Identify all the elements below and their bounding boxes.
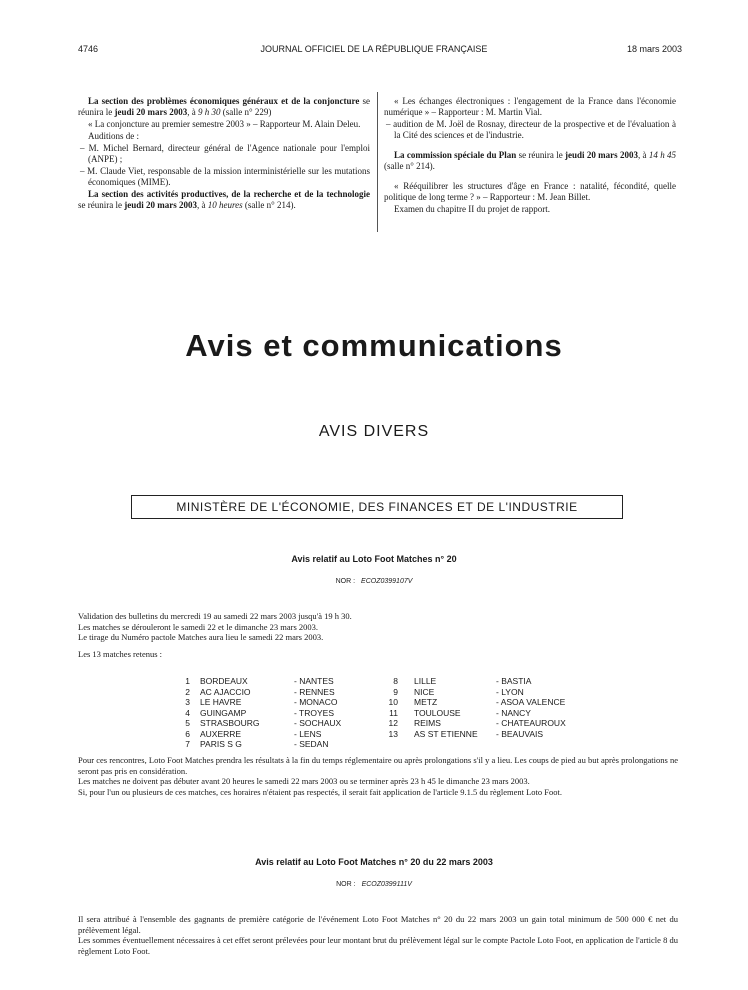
notice-2-body [78,914,678,956]
notice-1-notes [78,755,678,797]
left-paragraph-2: « La conjoncture au premier semestre 2003 » – Rapporteur M. Alain Deleu. [88,119,361,129]
intro-line: Les 13 matches retenus : [78,648,163,659]
left-paragraph-5: – M. Claude Viet, responsable de la mission interministérielle sur les mutations économiques (MIME). [80,166,370,187]
body-paragraph: Les sommes éventuellement nécessaires à cet effet seront prélevées pour leur montant brut du prélèvement légal sur le compte Pactole Loto Foot, en application de l'article 8 du règlement Loto Foot. [78,935,678,956]
intro-line: Les matches se dérouleront le samedi 22 et le dimanche 23 mars 2003. [78,621,319,632]
journal-title: JOURNAL OFFICIEL DE LA RÉPUBLIQUE FRANÇAISE [260,44,488,54]
intro-line: Le tirage du Numéro pactole Matches aura lieu le samedi 22 mars 2003. [78,632,324,642]
intro-line: Validation des bulletins du mercredi 19 au samedi 22 mars 2003 jusqu'à 19 h 30. [78,611,352,621]
notice-2-title: Avis relatif au Loto Foot Matches n° 20 du 22 mars 2003 [255,857,493,867]
ministry-banner [131,495,623,519]
left-paragraph-6: La section des activités productives, de la recherche et de la technologie se réunira le jeudi 20 mars 2003, à 10 heures (salle n° 214). [78,189,370,210]
ministry-name: MINISTÈRE DE L'ÉCONOMIE, DES FINANCES ET DE L'INDUSTRIE [176,500,578,514]
notes-paragraph: Pour ces rencontres, Loto Foot Matches prendra les résultats à la fin du temps réglementaire ou après prolongations s'il y a lieu. Les coups de pied au but après prolongations ne seront pas pris en considération. [78,755,678,776]
right-paragraph-4: « Rééquilibrer les structures d'âge en France : natalité, fécondité, quelle politique de long terme ? » – Rapporteur : M. Jean Billet. [384,181,676,202]
page-number: 4746 [78,44,99,54]
left-column [78,96,370,212]
notice-1-intro [78,611,678,659]
body-paragraph: Il sera attribué à l'ensemble des gagnants de première catégorie de l'événement Loto Foot Matches n° 20 du 22 mars 2003 un gain total minimum de 500 000 € net du prélèvement légal. [78,914,678,935]
right-paragraph-3: La commission spéciale du Plan se réunira le jeudi 20 mars 2003, à 14 h 45 (salle n° 214). [384,150,677,171]
left-paragraph-4: – M. Michel Bernard, directeur général de l'Agence nationale pour l'emploi (ANPE) ; [80,143,370,164]
notes-paragraph: Les matches ne doivent pas débuter avant 20 heures le samedi 22 mars 2003 ou se terminer après 23 h 45 le dimanche 23 mars 2003. [78,776,530,786]
notice-1-nor-code: ECOZ0399107V [361,578,413,585]
column-divider [377,92,378,232]
right-paragraph-5: Examen du chapitre II du projet de rapport. [394,204,550,214]
issue-date: 18 mars 2003 [626,44,682,54]
right-paragraph-1: « Les échanges électroniques : l'engagement de la France dans l'économie numérique » – Rapporteur : M. Martin Vial. [384,96,676,117]
left-paragraph-1: La section des problèmes économiques généraux et de la conjoncture se réunira le jeudi 20 mars 2003, à 9 h 30 (salle n° 229) [78,96,370,117]
section-subtitle: AVIS DIVERS [318,423,430,440]
notice-1-nor: NOR : ECOZ0399107V [335,578,413,585]
notes-paragraph: Si, pour l'un ou plusieurs de ces matches, ces horaires n'étaient pas respectés, il serait fait application de l'article 9.1.5 du règlement Loto Foot. [78,786,562,797]
right-paragraph-2: – audition de M. Joël de Rosnay, directeur de la prospective et de l'évaluation à la Cité des sciences et de l'industrie. [386,119,676,140]
notice-1-title: Avis relatif au Loto Foot Matches n° 20 [291,554,457,564]
right-column [384,96,676,216]
section-title: Avis et communications [185,328,563,363]
notice-2-nor: NOR : ECOZ0399111V [336,881,412,888]
notice-2-nor-code: ECOZ0399111V [361,881,412,888]
left-paragraph-3: Auditions de : [88,131,139,141]
